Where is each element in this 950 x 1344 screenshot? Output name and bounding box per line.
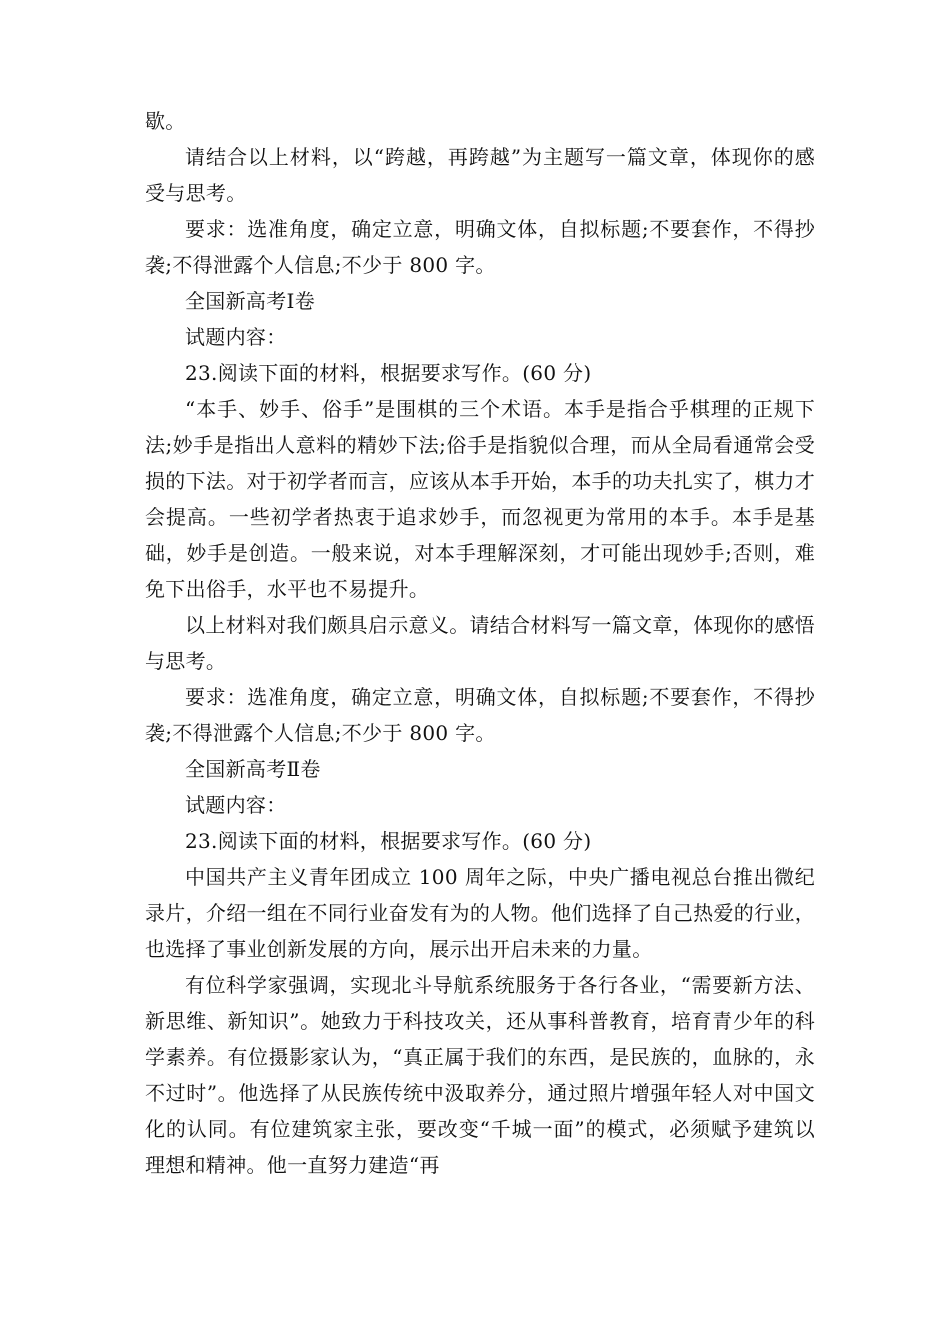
- paragraph-prompt-instruction: 请结合以上材料，以“跨越，再跨越”为主题写一篇文章，体现你的感受与思考。: [145, 145, 815, 205]
- section-label-content: 试题内容：: [185, 793, 287, 817]
- paragraph-material: “本手、妙手、俗手”是围棋的三个术语。本手是指合乎棋理的正规下法;妙手是指出人意料的精妙下法;俗手是指貌似合理，而从全局看通常会受损的下法。对于初学者而言，应该从本手开始，本手的功夫扎实了，棋力才会提高。一些初学者热衷于追求妙手，而忽视更为常用的本手。本手是基础，妙手是创造。一般来说，对本手理解深刻，才可能出现妙手;否则，难免下出俗手，水平也不易提升。: [145, 397, 815, 601]
- section-heading-paper-2: 全国新高考Ⅱ卷: [185, 757, 321, 781]
- paragraph-prompt-instruction: 以上材料对我们颇具启示意义。请结合材料写一篇文章，体现你的感悟与思考。: [145, 613, 815, 673]
- question-heading: 23.阅读下面的材料，根据要求写作。(60 分): [185, 361, 592, 385]
- paragraph-requirements: 要求：选准角度，确定立意，明确文体，自拟标题;不要套作，不得抄袭;不得泄露个人信息;不少于 800 字。: [145, 685, 815, 745]
- paragraph-continuation: 歇。: [145, 109, 186, 133]
- paragraph-requirements: 要求：选准角度，确定立意，明确文体，自拟标题;不要套作，不得抄袭;不得泄露个人信息;不少于 800 字。: [145, 217, 815, 277]
- section-label-content: 试题内容：: [185, 325, 287, 349]
- document-body: [145, 103, 815, 1183]
- section-heading-paper-1: 全国新高考Ⅰ卷: [185, 289, 316, 313]
- paragraph-material: 中国共产主义青年团成立 100 周年之际，中央广播电视总台推出微纪录片，介绍一组在不同行业奋发有为的人物。他们选择了自己热爱的行业，也选择了事业创新发展的方向，展示出开启未来的力量。: [145, 865, 815, 961]
- question-heading: 23.阅读下面的材料，根据要求写作。(60 分): [185, 829, 592, 853]
- paragraph-material: 有位科学家强调，实现北斗导航系统服务于各行各业，“需要新方法、新思维、新知识”。她致力于科技攻关，还从事科普教育，培育青少年的科学素养。有位摄影家认为，“真正属于我们的东西，是民族的，血脉的，永不过时”。他选择了从民族传统中汲取养分，通过照片增强年轻人对中国文化的认同。有位建筑家主张，要改变“千城一面”的模式，必须赋予建筑以理想和精神。他一直努力建造“再: [145, 973, 815, 1177]
